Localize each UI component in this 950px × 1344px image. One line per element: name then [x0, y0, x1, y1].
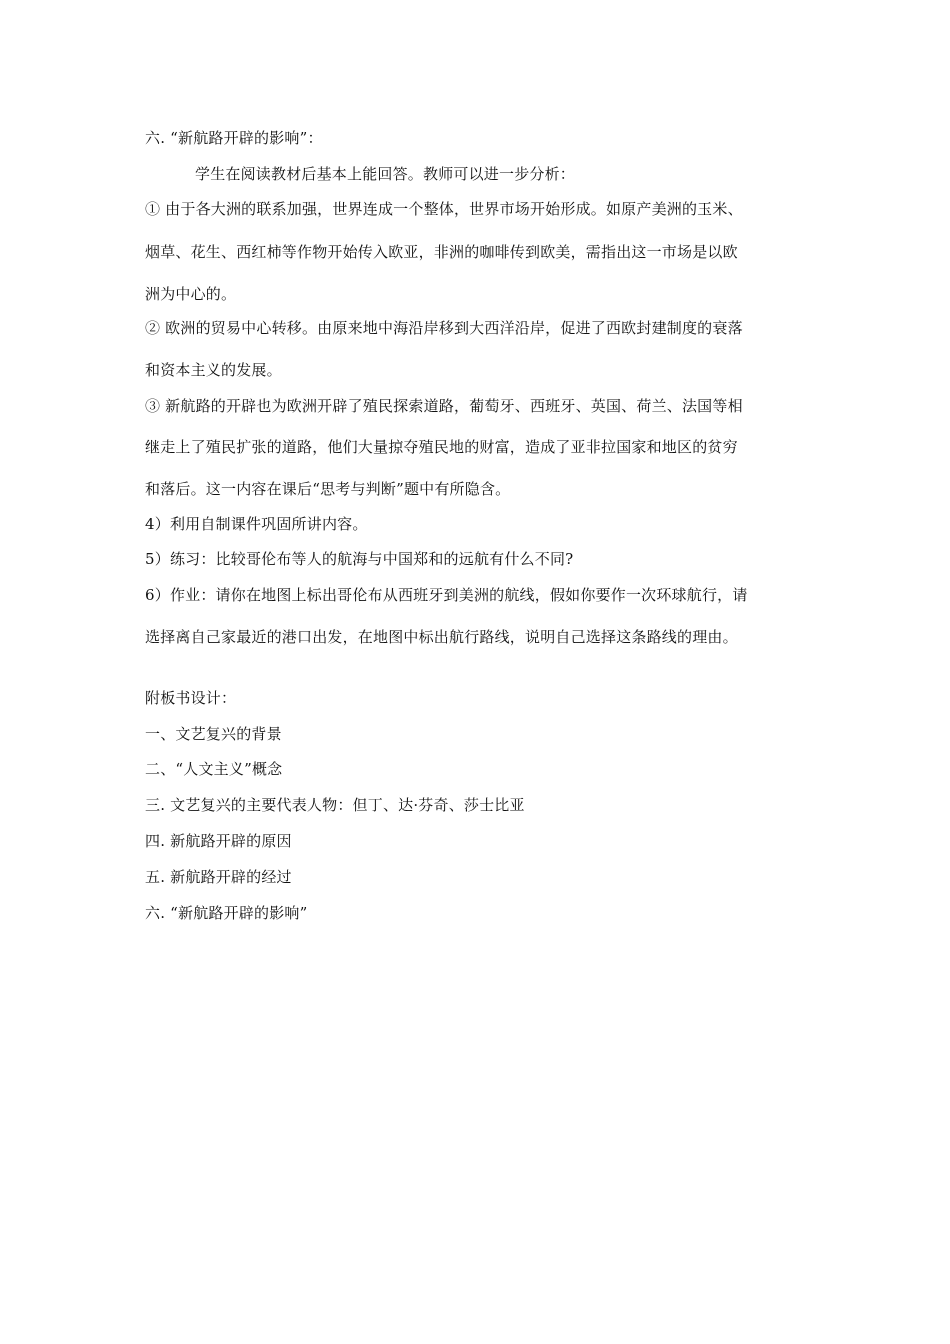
point3-line1: ③ 新航路的开辟也为欧洲开辟了殖民探索道路，葡萄牙、西班牙、英国、荷兰、法国等相: [145, 397, 743, 415]
point1-line3: 洲为中心的。: [145, 285, 237, 303]
board-item-3: 三. 文艺复兴的主要代表人物：但丁、达·芬奇、莎士比亚: [145, 796, 525, 814]
step4-line: 4）利用自制课件巩固所讲内容。: [145, 515, 368, 533]
step6-line2: 选择离自己家最近的港口出发，在地图中标出航行路线，说明自己选择这条路线的理由。: [145, 628, 738, 646]
step6-line1: 6）作业：请你在地图上标出哥伦布从西班牙到美洲的航线，假如你要作一次环球航行，请: [145, 586, 748, 604]
point3-line3: 和落后。这一内容在课后“思考与判断”题中有所隐含。: [145, 480, 511, 498]
point1-line1: ① 由于各大洲的联系加强，世界连成一个整体，世界市场开始形成。如原产美洲的玉米、: [145, 200, 743, 218]
board-item-2: 二、“人文主义”概念: [145, 760, 283, 778]
board-item-6: 六. “新航路开辟的影响”: [145, 904, 308, 922]
board-item-4: 四. 新航路开辟的原因: [145, 832, 292, 850]
point3-line2: 继走上了殖民扩张的道路，他们大量掠夺殖民地的财富，造成了亚非拉国家和地区的贫穷: [145, 438, 738, 456]
board-item-5: 五. 新航路开辟的经过: [145, 868, 292, 886]
board-item-1: 一、文艺复兴的背景: [145, 725, 282, 743]
point1-line2: 烟草、花生、西红柿等作物开始传入欧亚，非洲的咖啡传到欧美，需指出这一市场是以欧: [145, 243, 738, 261]
section-heading: 六. “新航路开辟的影响”：: [145, 129, 323, 147]
step5-line: 5）练习：比较哥伦布等人的航海与中国郑和的远航有什么不同?: [145, 550, 574, 568]
board-design-title: 附板书设计：: [145, 689, 237, 707]
point2-line2: 和资本主义的发展。: [145, 361, 282, 379]
point2-line1: ② 欧洲的贸易中心转移。由原来地中海沿岸移到大西洋沿岸，促进了西欧封建制度的衰落: [145, 319, 743, 337]
intro-paragraph: 学生在阅读教材后基本上能回答。教师可以进一步分析：: [195, 165, 576, 183]
